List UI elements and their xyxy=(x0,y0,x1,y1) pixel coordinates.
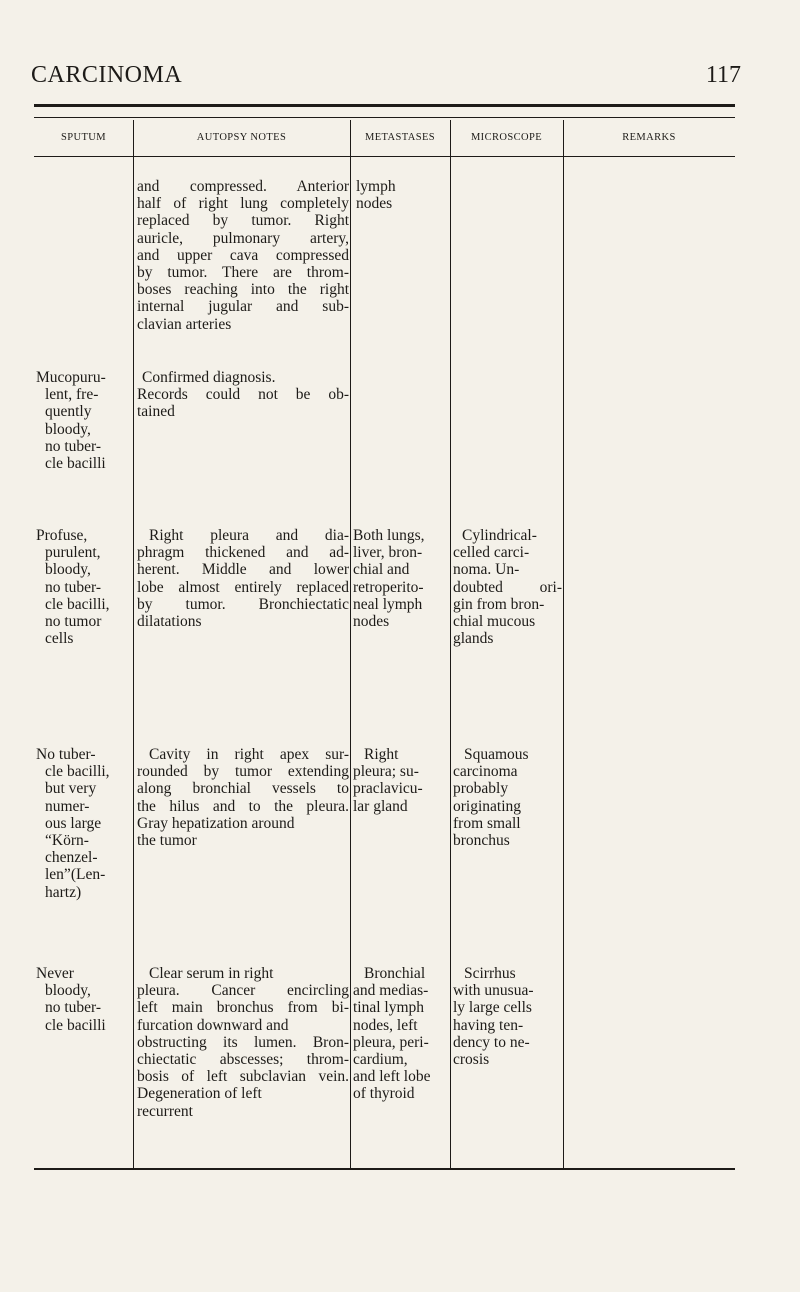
text-line: by tumor. There are throm- xyxy=(137,264,349,282)
text-line: no tuber- xyxy=(45,578,102,596)
text-line: tinal lymph xyxy=(353,999,425,1017)
text-line: Scirrhus xyxy=(464,965,516,982)
text-line: cells xyxy=(45,630,74,648)
text-line: Records could not be ob- xyxy=(137,386,349,404)
autopsy-notes-cell xyxy=(137,369,349,421)
text-line: ly large cells xyxy=(453,999,532,1017)
text-line: dency to ne- xyxy=(453,1033,530,1051)
text-line: praclavicu- xyxy=(353,780,423,798)
text-line: no tumor xyxy=(45,613,102,631)
text-line: Gray hepatization around xyxy=(137,814,295,832)
text-line: Squamous xyxy=(464,746,529,763)
metastases-cell xyxy=(353,965,449,1103)
text-line: celled carci- xyxy=(453,544,530,562)
text-line: boses reaching into the right xyxy=(137,281,349,299)
text-line: nodes, left xyxy=(353,1016,418,1034)
column-header-autopsy-notes: AUTOPSY NOTES xyxy=(196,131,287,143)
microscope-cell xyxy=(453,746,562,849)
text-line: along bronchial vessels to xyxy=(137,780,349,798)
column-divider xyxy=(450,120,451,1170)
sputum-cell xyxy=(36,369,132,472)
text-line: herent. Middle and lower xyxy=(137,561,349,579)
text-line: Cavity in right apex sur- xyxy=(149,746,349,763)
text-line: retroperito- xyxy=(353,578,424,596)
text-line: cle bacilli xyxy=(45,455,106,473)
text-line: having ten- xyxy=(453,1016,524,1034)
page-number: 117 xyxy=(705,62,741,88)
text-line: recurrent xyxy=(137,1102,193,1120)
text-line: Cylindrical- xyxy=(462,527,537,544)
text-line: lymph xyxy=(356,178,396,195)
text-line: tained xyxy=(137,403,175,421)
text-line: pleura; su- xyxy=(353,763,419,781)
text-line: chial and xyxy=(353,561,410,579)
column-header-metastases: METASTASES xyxy=(365,131,435,143)
text-line: hartz) xyxy=(45,883,82,901)
text-line: cle bacilli xyxy=(45,1016,106,1034)
text-line: and upper cava compressed xyxy=(137,246,349,264)
sputum-cell xyxy=(36,746,132,901)
running-head xyxy=(31,62,741,96)
text-line: cle bacilli, xyxy=(45,763,110,781)
text-line: the hilus and to the pleura. xyxy=(137,797,349,815)
text-line: clavian arteries xyxy=(137,315,232,333)
text-line: crosis xyxy=(453,1051,490,1069)
text-line: glands xyxy=(453,630,494,648)
text-line: cardium, xyxy=(353,1051,408,1069)
text-line: nodes xyxy=(353,613,390,631)
text-line: numer- xyxy=(45,797,90,815)
text-line: and medias- xyxy=(353,982,429,1000)
text-line: cle bacilli, xyxy=(45,595,110,613)
column-divider xyxy=(133,120,134,1170)
column-divider xyxy=(350,120,351,1170)
top-rule-thin xyxy=(34,117,735,118)
text-line: purulent, xyxy=(45,544,101,562)
text-line: no tuber- xyxy=(45,437,102,455)
text-line: no tuber- xyxy=(45,999,102,1017)
autopsy-notes-cell xyxy=(137,178,349,333)
text-line: Right xyxy=(364,746,399,763)
text-line: auricle, pulmonary artery, xyxy=(137,229,349,247)
text-line: by tumor. Bronchiectatic xyxy=(137,595,349,613)
text-line: Mucopuru- xyxy=(36,369,106,386)
microscope-cell xyxy=(453,965,562,1068)
text-line: No tuber- xyxy=(36,746,96,763)
text-line: the tumor xyxy=(137,832,197,850)
text-line: phragm thickened and ad- xyxy=(137,544,349,562)
text-line: but very xyxy=(45,780,97,798)
metastases-cell xyxy=(353,746,449,815)
text-line: Clear serum in right xyxy=(149,965,274,982)
text-line: chial mucous xyxy=(453,613,536,631)
text-line: ous large xyxy=(45,814,102,832)
text-line: and left lobe xyxy=(353,1068,431,1086)
text-line: len”(Len- xyxy=(45,866,106,884)
text-line: nodes xyxy=(356,195,393,213)
microscope-cell xyxy=(453,527,562,647)
sputum-cell xyxy=(36,965,132,1034)
text-line: gin from bron- xyxy=(453,595,545,613)
text-line: dilatations xyxy=(137,613,202,631)
autopsy-notes-cell xyxy=(137,965,349,1120)
text-line: bosis of left subclavian vein. xyxy=(137,1068,349,1086)
text-line: originating xyxy=(453,797,522,815)
text-line: bloody, xyxy=(45,982,91,1000)
text-line: internal jugular and sub- xyxy=(137,298,349,316)
text-line: furcation downward and xyxy=(137,1016,289,1034)
text-line: from small xyxy=(453,814,521,832)
text-line: Never xyxy=(36,965,74,982)
metastases-cell xyxy=(356,178,448,212)
text-line: Confirmed diagnosis. xyxy=(142,369,276,386)
autopsy-notes-cell xyxy=(137,527,349,630)
sputum-cell xyxy=(36,527,132,647)
text-line: lobe almost entirely replaced xyxy=(137,578,349,596)
text-line: “Körn- xyxy=(45,832,89,850)
text-line: bronchus xyxy=(453,832,510,850)
column-header-microscope: MICROSCOPE xyxy=(470,131,543,143)
column-header-remarks: REMARKS xyxy=(622,131,676,143)
text-line: noma. Un- xyxy=(453,561,520,579)
text-line: Both lungs, xyxy=(353,527,425,544)
header-bottom-rule xyxy=(34,156,735,157)
text-line: chenzel- xyxy=(45,849,98,867)
text-line: half of right lung completely xyxy=(137,195,349,213)
text-line: probably xyxy=(453,780,509,798)
text-line: chiectatic abscesses; throm- xyxy=(137,1051,349,1069)
text-line: quently xyxy=(45,403,92,421)
text-line: pleura, peri- xyxy=(353,1033,429,1051)
text-line: replaced by tumor. Right xyxy=(137,212,349,230)
text-line: obstructing its lumen. Bron- xyxy=(137,1033,349,1051)
text-line: Profuse, xyxy=(36,527,88,544)
top-rule-thick xyxy=(34,104,735,107)
text-line: Degeneration of left xyxy=(137,1085,262,1103)
text-line: doubted ori- xyxy=(453,578,562,596)
text-line: of thyroid xyxy=(353,1085,415,1103)
text-line: lar gland xyxy=(353,797,408,815)
metastases-cell xyxy=(353,527,449,630)
text-line: bloody, xyxy=(45,561,91,579)
autopsy-notes-cell xyxy=(137,746,349,849)
text-line: carcinoma xyxy=(453,763,518,781)
text-line: lent, fre- xyxy=(45,386,99,404)
text-line: left main bronchus from bi- xyxy=(137,999,349,1017)
text-line: Right pleura and dia- xyxy=(149,527,349,544)
text-line: with unusua- xyxy=(453,982,534,1000)
text-line: liver, bron- xyxy=(353,544,423,562)
text-line: neal lymph xyxy=(353,595,423,613)
text-line: pleura. Cancer encircling xyxy=(137,982,349,1000)
table-bottom-rule xyxy=(34,1168,735,1170)
column-header-sputum: SPUTUM xyxy=(61,131,106,143)
column-divider xyxy=(563,120,564,1170)
text-line: rounded by tumor extending xyxy=(137,763,349,781)
running-title: CARCINOMA xyxy=(31,62,183,88)
text-line: and compressed. Anterior xyxy=(137,178,349,195)
text-line: bloody, xyxy=(45,420,91,438)
text-line: Bronchial xyxy=(364,965,426,982)
